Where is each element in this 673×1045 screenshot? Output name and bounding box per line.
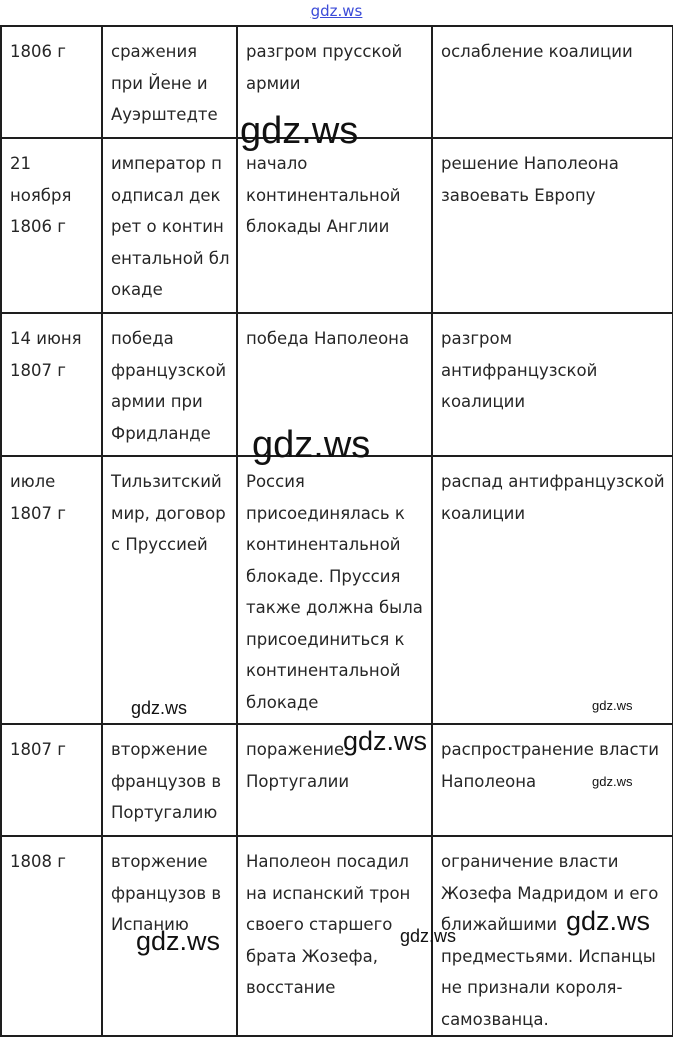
date-cell: июле 1807 г — [1, 456, 102, 724]
result-cell: Наполеон посадил на испанский трон своего старшего брата Жозефа, восстание — [237, 836, 432, 1036]
event-cell: Тильзитский мир, договор с Пруссией — [102, 456, 237, 724]
consequence-cell: решение Наполеона завоевать Европу — [432, 138, 673, 313]
watermark-text: gdz.ws — [240, 110, 359, 152]
consequence-cell: разгром антифранцузской коалиции — [432, 313, 673, 456]
consequence-cell: распад антифранцузской коалиции — [432, 456, 673, 724]
event-cell: победа французской армии при Фридланде — [102, 313, 237, 456]
table-row — [1, 313, 673, 456]
watermark-text: gdz.ws — [136, 926, 221, 956]
watermark-text: gdz.ws — [592, 774, 633, 789]
table-row — [1, 724, 673, 836]
watermark-text: gdz.ws — [566, 906, 651, 936]
table-row — [1, 836, 673, 1036]
watermark-text: gdz.ws — [343, 726, 428, 756]
date-cell: 1807 г — [1, 724, 102, 836]
result-cell: разгром прусской армии — [237, 26, 432, 138]
date-cell: 21 ноября 1806 г — [1, 138, 102, 313]
table-row — [1, 138, 673, 313]
watermark-text: gdz.ws — [252, 424, 371, 466]
result-cell: начало континентальной блокады Англии — [237, 138, 432, 313]
table-row — [1, 26, 673, 138]
consequence-cell: распространение власти Наполеона — [432, 724, 673, 836]
header-watermark-link[interactable]: gdz.ws — [310, 2, 363, 20]
date-cell: 14 июня 1807 г — [1, 313, 102, 456]
result-cell: поражение Португалии — [237, 724, 432, 836]
event-cell: сражения при Йене и Ауэрштедте — [102, 26, 237, 138]
event-cell: вторжение французов в Португалию — [102, 724, 237, 836]
watermark-text: gdz.ws — [592, 698, 633, 713]
watermark-text: gdz.ws — [400, 926, 457, 946]
watermark-text: gdz.ws — [131, 698, 188, 718]
event-cell: император подписал декрет о континентальной блокаде — [102, 138, 237, 313]
table-row — [1, 456, 673, 724]
result-cell: победа Наполеона — [237, 313, 432, 456]
result-cell: Россия присоединялась к континентальной блокаде. Пруссия также должна была присоединиться к континентальной блокаде — [237, 456, 432, 724]
event-cell: вторжение французов в Испанию — [102, 836, 237, 1036]
date-cell: 1808 г — [1, 836, 102, 1036]
date-cell: 1806 г — [1, 26, 102, 138]
history-events-table — [0, 25, 673, 1037]
consequence-cell: ограничение власти Жозефа Мадридом и его ближайшими предместьями. Испанцы не признали короля-самозванца. — [432, 836, 673, 1036]
consequence-cell: ослабление коалиции — [432, 26, 673, 138]
